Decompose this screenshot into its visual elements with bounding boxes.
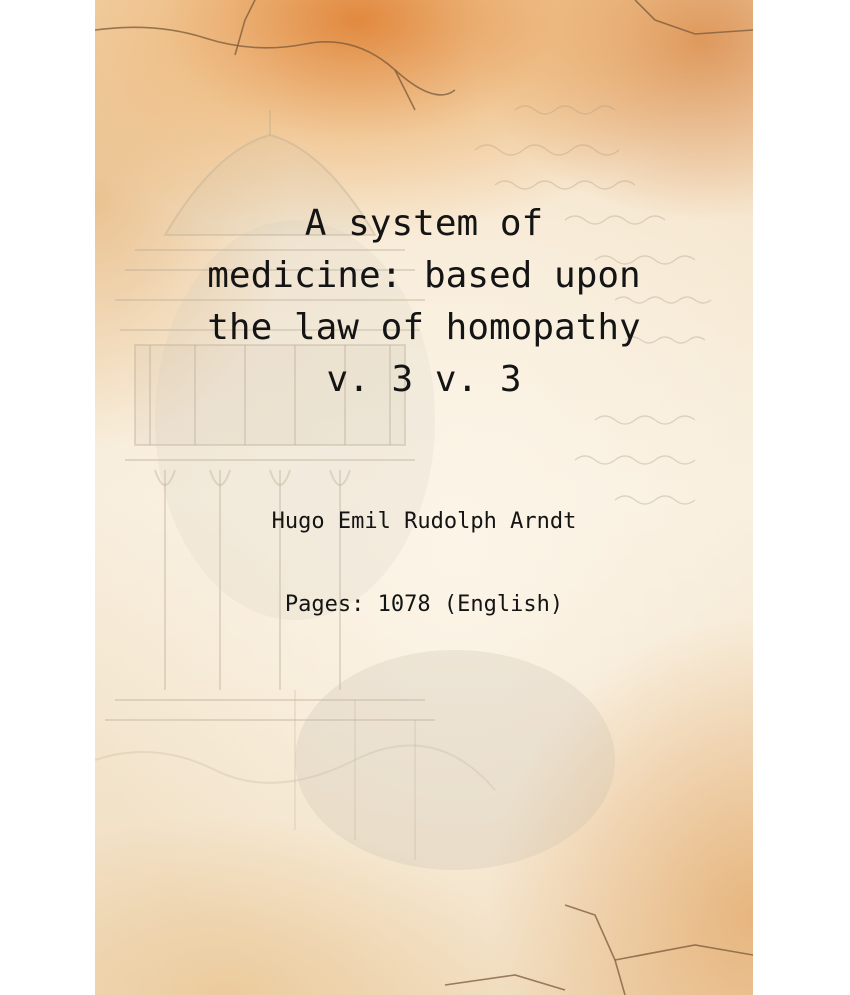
cover-background-artwork (95, 0, 753, 995)
book-title-line: the law of homopathy (207, 307, 641, 348)
book-title-line: A system of (304, 203, 544, 244)
book-title-line: medicine: based upon (207, 255, 641, 296)
book-page-count: Pages: 1078 (English) (284, 592, 564, 617)
book-cover (95, 0, 753, 995)
book-author: Hugo Emil Rudolph Arndt (271, 509, 577, 534)
book-title-line: v. 3 v. 3 (326, 359, 522, 400)
book-title (95, 198, 753, 406)
